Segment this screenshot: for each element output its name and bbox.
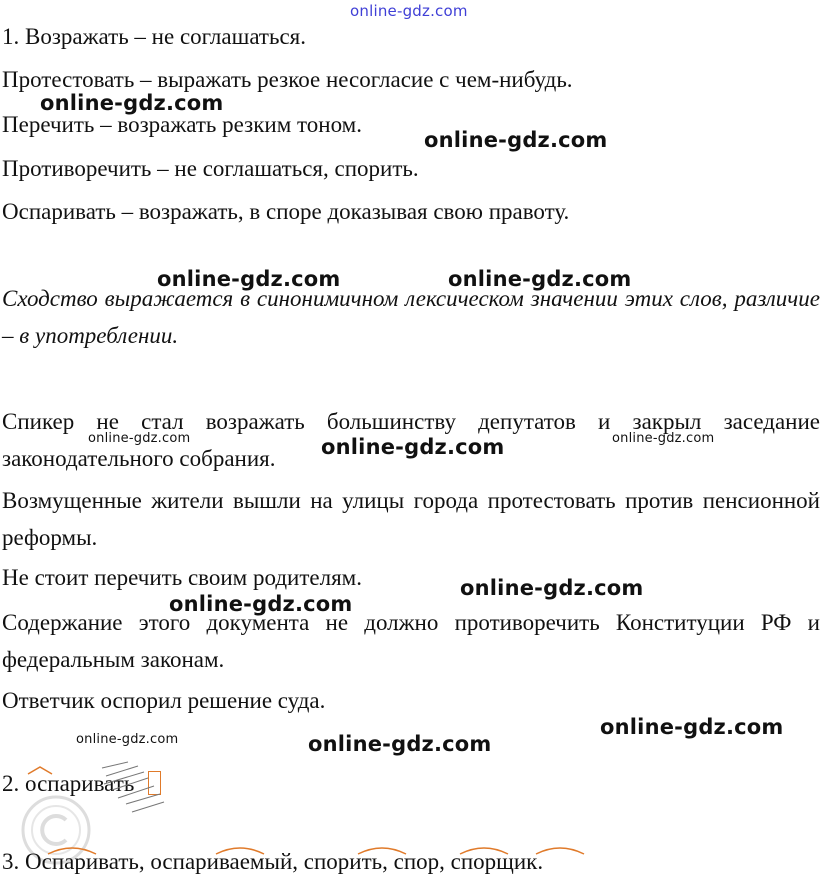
example-osparivat: Ответчик оспорил решение суда. bbox=[2, 688, 326, 713]
watermark: online-gdz.com bbox=[321, 435, 505, 459]
definition-protest: Протестовать – выражать резкое несогласие с чем-нибудь. bbox=[2, 67, 573, 92]
root-arcs bbox=[40, 842, 660, 856]
watermark: online-gdz.com bbox=[40, 91, 224, 115]
example-perechit: Не стоит перечить своим родителям. bbox=[2, 565, 362, 590]
watermark: online-gdz.com bbox=[600, 715, 784, 739]
conclusion-text: Сходство выражается в синонимичном лексическом значении этих слов, различие – в употреблении. bbox=[2, 286, 820, 348]
task2-text: 2. оспаривать bbox=[2, 771, 135, 796]
watermark: online-gdz.com bbox=[157, 267, 341, 291]
watermark: online-gdz.com bbox=[424, 128, 608, 152]
watermark: online-gdz.com bbox=[448, 267, 632, 291]
prefix-mark bbox=[26, 764, 54, 776]
definition-osparivat: Оспаривать – возражать, в споре доказывая свою правоту. bbox=[2, 199, 570, 224]
watermark: online-gdz.com bbox=[169, 592, 353, 616]
example-protivorechit: Содержание этого документа не должно противоречить Конституции РФ и федеральным законам. bbox=[2, 610, 820, 672]
example-protestovat: Возмущенные жители вышли на улицы города протестовать против пенсионной реформы. bbox=[2, 488, 820, 550]
watermark-top: online-gdz.com bbox=[350, 2, 468, 20]
task1-heading: 1. Возражать – не соглашаться. bbox=[2, 24, 307, 49]
watermark: online-gdz.com bbox=[612, 431, 715, 446]
watermark: online-gdz.com bbox=[76, 732, 179, 747]
watermark: online-gdz.com bbox=[308, 732, 492, 756]
watermark: online-gdz.com bbox=[460, 576, 644, 600]
definition-protivorechit: Противоречить – не соглашаться, спорить. bbox=[2, 156, 419, 181]
task3-text: 3. Оспаривать, оспариваемый, спорить, спор, спорщик. bbox=[2, 849, 544, 874]
scribble-mark bbox=[98, 760, 168, 820]
example-vozrazhat: Спикер не стал возражать большинству депутатов и закрыл заседание законодательного собрания. bbox=[2, 409, 820, 471]
watermark: online-gdz.com bbox=[88, 431, 191, 446]
definition-perechit: Перечить – возражать резким тоном. bbox=[2, 112, 362, 137]
